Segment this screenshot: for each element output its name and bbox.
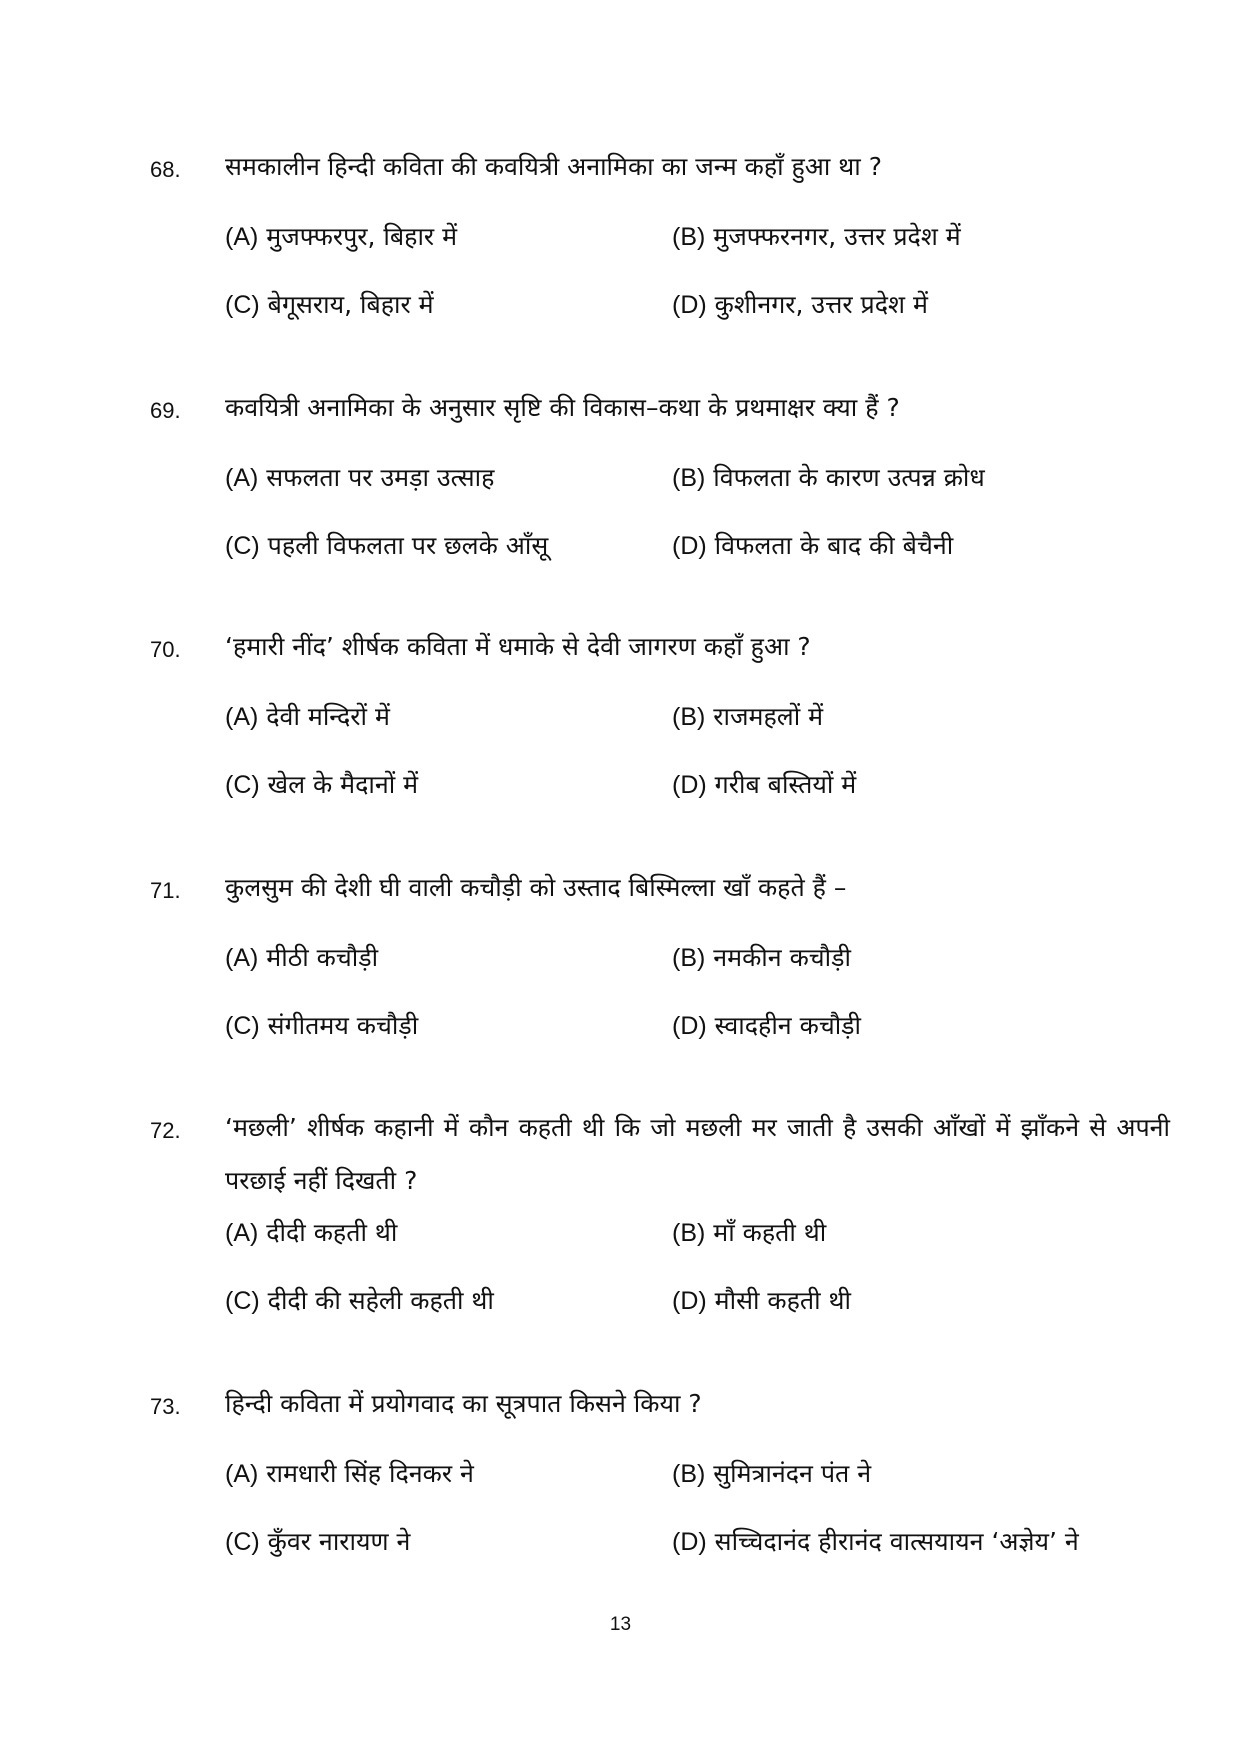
question-text: कुलसुम की देशी घी वाली कचौड़ी को उस्ताद बिस्मिल्ला खाँ कहते हैं – — [225, 873, 847, 902]
option-text: सुमित्रानंदन पंत ने — [705, 1459, 872, 1488]
option-letter: (C) — [225, 532, 260, 560]
option-letter: (A) — [225, 944, 259, 972]
option-text: दीदी कहती थी — [258, 1218, 398, 1247]
option-letter: (B) — [672, 703, 706, 731]
option-text: मुजफ्फरपुर, बिहार में — [258, 222, 458, 251]
option-text: सफलता पर उमड़ा उत्साह — [258, 463, 495, 492]
option-letter: (B) — [672, 1460, 706, 1488]
question-number: 69. — [150, 398, 181, 423]
option-letter: (D) — [672, 532, 707, 560]
option-text: बेगूसराय, बिहार में — [259, 290, 434, 319]
option-letter: (D) — [672, 291, 707, 319]
option-text: मौसी कहती थी — [706, 1286, 852, 1315]
option-letter: (C) — [225, 1528, 260, 1556]
option-letter: (B) — [672, 464, 706, 492]
question-number: 70. — [150, 637, 181, 662]
question-text: ‘मछली’ शीर्षक कहानी में कौन कहती थी कि जो मछली मर जाती है उसकी आँखों में झाँकने से अपनी परछाई नहीं दिखती ? — [225, 1113, 1170, 1195]
option-c — [225, 1008, 418, 1044]
page-number: 13 — [609, 1614, 632, 1635]
question-number: 73. — [150, 1394, 181, 1419]
option-letter: (A) — [225, 1460, 259, 1488]
option-letter: (D) — [672, 1287, 707, 1315]
option-text: संगीतमय कचौड़ी — [259, 1011, 419, 1040]
option-a — [225, 1215, 397, 1251]
option-letter: (A) — [225, 703, 259, 731]
option-text: रामधारी सिंह दिनकर ने — [258, 1459, 474, 1488]
option-letter: (B) — [672, 1219, 706, 1247]
option-a — [225, 940, 378, 976]
option-text: नमकीन कचौड़ी — [705, 943, 851, 972]
option-letter: (D) — [672, 1528, 707, 1556]
option-text: मीठी कचौड़ी — [258, 943, 379, 972]
question-text: ‘हमारी नींद’ शीर्षक कविता में धमाके से देवी जागरण कहाँ हुआ ? — [225, 632, 811, 661]
question-text: समकालीन हिन्दी कविता की कवयित्री अनामिका का जन्म कहाँ हुआ था ? — [225, 152, 882, 181]
option-b — [672, 460, 985, 496]
option-d — [672, 287, 928, 323]
option-letter: (D) — [672, 771, 707, 799]
option-c — [225, 1524, 410, 1560]
option-a — [225, 1456, 474, 1492]
option-letter: (D) — [672, 1012, 707, 1040]
option-text: विफलता के बाद की बेचैनी — [706, 531, 954, 560]
option-text: खेल के मैदानों में — [259, 770, 419, 799]
option-text: विफलता के कारण उत्पन्न क्रोध — [705, 463, 985, 492]
option-d — [672, 528, 953, 564]
option-c — [225, 1283, 494, 1319]
option-text: राजमहलों में — [705, 702, 824, 731]
option-letter: (A) — [225, 464, 259, 492]
question-text: हिन्दी कविता में प्रयोगवाद का सूत्रपात किसने किया ? — [225, 1389, 702, 1418]
option-d — [672, 767, 856, 803]
option-letter: (A) — [225, 223, 259, 251]
option-d — [672, 1008, 861, 1044]
option-text: पहली विफलता पर छलके आँसू — [259, 531, 549, 560]
option-d — [672, 1524, 1079, 1560]
option-text: माँ कहती थी — [705, 1218, 827, 1247]
option-text: सच्चिदानंद हीरानंद वात्सयायन ‘अज्ञेय’ ने — [706, 1527, 1079, 1556]
option-b — [672, 940, 851, 976]
option-text: कुशीनगर, उत्तर प्रदेश में — [706, 290, 928, 319]
option-letter: (B) — [672, 944, 706, 972]
option-text: मुजफ्फरनगर, उत्तर प्रदेश में — [705, 222, 961, 251]
option-a — [225, 699, 390, 735]
option-b — [672, 1215, 826, 1251]
question-number: 71. — [150, 878, 181, 903]
option-c — [225, 528, 548, 564]
option-b — [672, 1456, 871, 1492]
option-text: कुँवर नारायण ने — [259, 1527, 411, 1556]
option-letter: (B) — [672, 223, 706, 251]
option-letter: (C) — [225, 771, 260, 799]
option-a — [225, 460, 494, 496]
option-text: देवी मन्दिरों में — [258, 702, 390, 731]
option-letter: (C) — [225, 1012, 260, 1040]
question-number: 68. — [150, 157, 181, 182]
option-a — [225, 219, 457, 255]
option-d — [672, 1283, 851, 1319]
option-c — [225, 767, 418, 803]
option-b — [672, 699, 823, 735]
question-number: 72. — [150, 1118, 181, 1143]
option-text: दीदी की सहेली कहती थी — [259, 1286, 494, 1315]
option-letter: (C) — [225, 291, 260, 319]
option-letter: (C) — [225, 1287, 260, 1315]
option-b — [672, 219, 961, 255]
option-c — [225, 287, 434, 323]
option-text: स्वादहीन कचौड़ी — [706, 1011, 862, 1040]
option-letter: (A) — [225, 1219, 259, 1247]
option-text: गरीब बस्तियों में — [706, 770, 857, 799]
question-text: कवयित्री अनामिका के अनुसार सृष्टि की विकास–कथा के प्रथमाक्षर क्या हैं ? — [225, 393, 900, 422]
